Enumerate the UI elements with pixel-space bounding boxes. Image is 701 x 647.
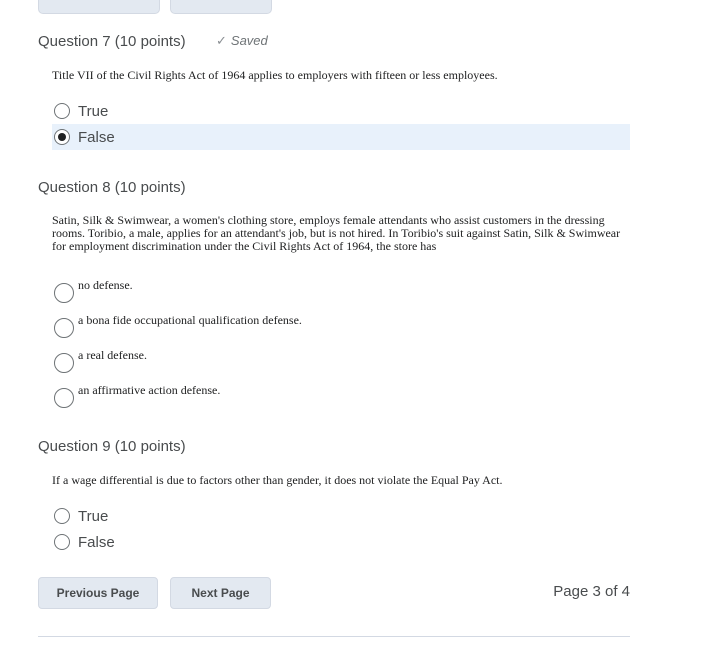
question-points: (10 points) — [114, 438, 186, 455]
radio-dot-icon — [58, 133, 66, 141]
option-label: True — [78, 507, 109, 525]
radio-button[interactable] — [54, 534, 70, 550]
previous-page-button[interactable]: Previous Page — [38, 577, 158, 609]
option-label: False — [78, 533, 115, 551]
question-text-line: for employment discrimination under the Civil Rights Act of 1964, the store has — [52, 239, 437, 253]
question-points: (10 points) — [114, 33, 186, 50]
q8-option-4[interactable] — [52, 381, 630, 407]
previous-page-button-top[interactable] — [38, 0, 160, 14]
option-label: no defense. — [78, 277, 133, 292]
question-8-text — [52, 214, 632, 253]
radio-button[interactable] — [54, 353, 74, 373]
option-label: a real defense. — [78, 347, 147, 362]
page-indicator: Page 3 of 4 — [553, 583, 630, 600]
question-7-text: Title VII of the Civil Rights Act of 1964 applies to employers with fifteen or less employees. — [52, 68, 498, 82]
radio-button[interactable] — [54, 508, 70, 524]
q7-option-false[interactable] — [52, 124, 630, 150]
radio-button[interactable] — [54, 318, 74, 338]
question-number: Question 8 — [38, 179, 111, 196]
option-label: False — [78, 128, 115, 146]
checkmark-icon: ✓ — [216, 33, 227, 48]
q7-option-true[interactable] — [52, 98, 630, 124]
option-label: True — [78, 102, 109, 120]
next-page-button[interactable]: Next Page — [170, 577, 271, 609]
divider — [38, 636, 630, 637]
radio-button[interactable] — [54, 283, 74, 303]
q9-option-false[interactable] — [52, 529, 630, 555]
q8-option-3[interactable] — [52, 346, 630, 372]
option-label: an affirmative action defense. — [78, 382, 221, 397]
question-9-header — [38, 438, 186, 455]
radio-button[interactable] — [54, 388, 74, 408]
saved-label: Saved — [230, 33, 268, 48]
radio-button[interactable] — [54, 103, 70, 119]
question-text-line: rooms. Toribio, a male, applies for an attendant's job, but is not hired. In Toribio's suit against Satin, Silk & Swimwear — [52, 226, 621, 240]
q8-option-1[interactable] — [52, 276, 630, 302]
question-points: (10 points) — [114, 179, 186, 196]
question-9-text: If a wage differential is due to factors other than gender, it does not violate the Equal Pay Act. — [52, 473, 503, 487]
question-text-line: Satin, Silk & Swimwear, a women's clothing store, employs female attendants who assist customers in the dressing — [52, 213, 605, 227]
option-label: a bona fide occupational qualification defense. — [78, 312, 302, 327]
q8-option-2[interactable] — [52, 311, 630, 337]
radio-button-checked[interactable] — [54, 129, 70, 145]
next-page-button-top[interactable] — [170, 0, 272, 14]
saved-status — [216, 33, 268, 49]
question-number: Question 7 — [38, 33, 111, 50]
question-number: Question 9 — [38, 438, 111, 455]
question-8-header — [38, 179, 186, 196]
question-7-header — [38, 33, 186, 50]
q9-option-true[interactable] — [52, 503, 630, 529]
